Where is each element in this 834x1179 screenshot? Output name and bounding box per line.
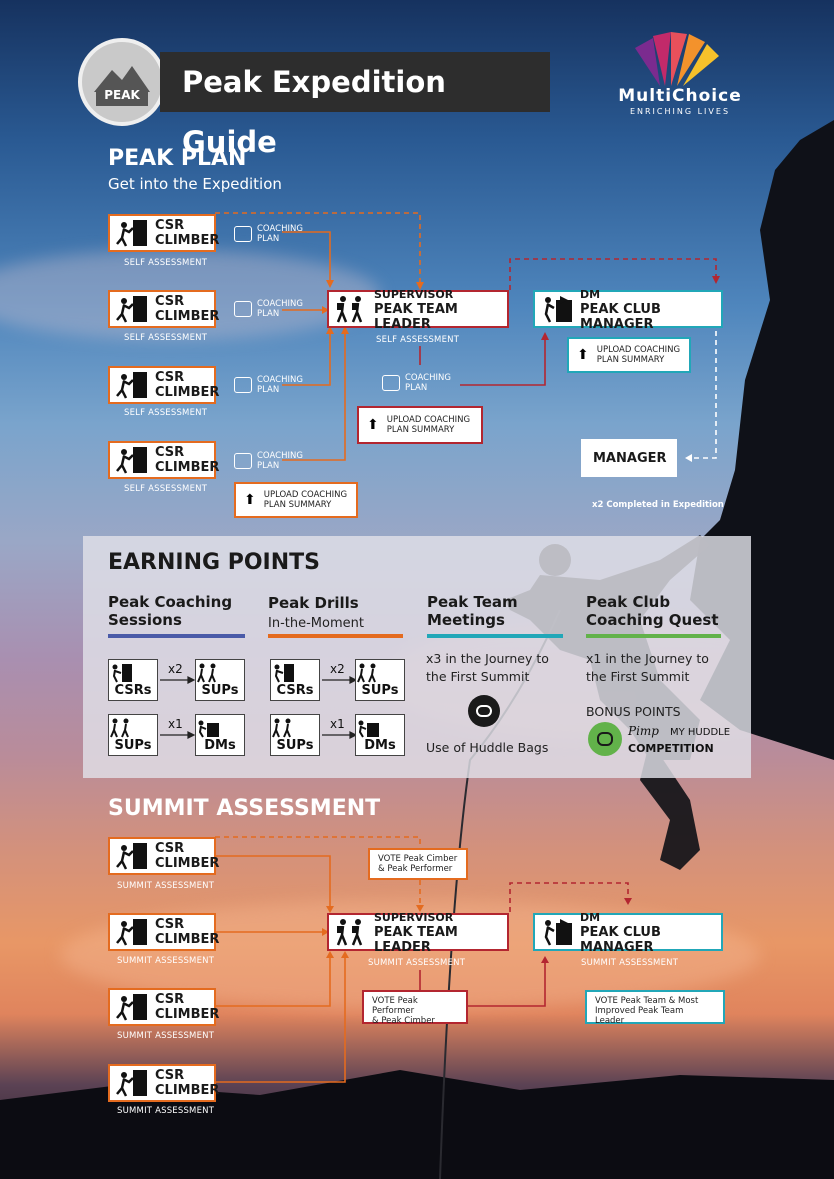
climber-icon bbox=[115, 917, 149, 947]
supervisor-line1: SUPERVISOR bbox=[374, 287, 454, 301]
climber-line2: CLIMBER bbox=[155, 856, 220, 871]
vote-dm-box bbox=[362, 990, 468, 1024]
climber-line1: CSR bbox=[155, 445, 185, 460]
summit-assessment-label: SUMMIT ASSESSMENT bbox=[117, 1106, 215, 1116]
supervisor-line2: PEAK TEAM LEADER bbox=[374, 301, 458, 332]
coaching-plan-text-1: COACHING bbox=[257, 375, 303, 385]
upload-arrow-icon: ⬆ bbox=[577, 347, 589, 363]
mini-label: DMs bbox=[204, 738, 236, 753]
upload-text-2: PLAN SUMMARY bbox=[596, 355, 665, 365]
dm-line1: DM bbox=[580, 287, 601, 301]
hikers-icon bbox=[334, 917, 368, 947]
col-coaching-h1: Peak Coaching bbox=[108, 593, 233, 611]
summit-dm-box[interactable] bbox=[533, 910, 723, 955]
supervisor-line2: PEAK TEAM LEADER bbox=[374, 924, 458, 955]
climber-flag-icon bbox=[540, 917, 574, 947]
quest-text-2: the First Summit bbox=[586, 669, 690, 684]
vote-final-text-1: VOTE Peak Team & Most bbox=[595, 996, 699, 1006]
climber-line2: CLIMBER bbox=[155, 385, 220, 400]
summit-climber-box-4[interactable] bbox=[108, 1064, 220, 1102]
mini-label: SUPs bbox=[361, 683, 399, 698]
climber-line1: CSR bbox=[155, 370, 185, 385]
competition-text: COMPETITION bbox=[628, 742, 714, 755]
upload-arrow-icon: ⬆ bbox=[367, 417, 379, 433]
coaching-plan-text-2: PLAN bbox=[257, 309, 280, 319]
coaching-plan-text-2: PLAN bbox=[257, 234, 280, 244]
climber-line1: CSR bbox=[155, 992, 185, 1007]
mini-label: SUPs bbox=[276, 738, 314, 753]
col-drills-h2: In-the-Moment bbox=[268, 616, 364, 631]
manager-box[interactable]: MANAGER bbox=[581, 439, 677, 477]
climber-line1: CSR bbox=[155, 218, 185, 233]
climber-line2: CLIMBER bbox=[155, 1083, 220, 1098]
coaching-plan-text-1: COACHING bbox=[257, 299, 303, 309]
dm-line2: PEAK CLUB MANAGER bbox=[580, 924, 661, 955]
meetings-text-1: x3 in the Journey to bbox=[426, 651, 549, 666]
climber-icon bbox=[115, 992, 149, 1022]
coaching-plan-text-2: PLAN bbox=[257, 385, 280, 395]
climber-line1: CSR bbox=[155, 841, 185, 856]
upload-text-1: UPLOAD COACHING bbox=[596, 345, 681, 355]
upload-text-2: PLAN SUMMARY bbox=[386, 425, 455, 435]
upload-text-1: UPLOAD COACHING bbox=[386, 415, 471, 425]
mini-label: SUPs bbox=[201, 683, 239, 698]
completed-note: x2 Completed in Expedition bbox=[592, 500, 724, 510]
supervisor-line1: SUPERVISOR bbox=[374, 910, 454, 924]
coaching-plan-text-2: PLAN bbox=[257, 461, 280, 471]
summit-supervisor-box[interactable] bbox=[327, 910, 509, 955]
summit-assessment-label: SUMMIT ASSESSMENT bbox=[117, 1031, 215, 1041]
col-meetings-h2: Meetings bbox=[427, 611, 505, 629]
coaching-plan-text-2: PLAN bbox=[405, 383, 428, 393]
summit-climber-box-2[interactable] bbox=[108, 913, 220, 951]
climber-line2: CLIMBER bbox=[155, 460, 220, 475]
summit-climber-box-3[interactable] bbox=[108, 988, 220, 1026]
climber-line2: CLIMBER bbox=[155, 932, 220, 947]
self-assessment-label: SELF ASSESSMENT bbox=[376, 335, 460, 345]
mini-label: SUPs bbox=[114, 738, 152, 753]
dm-line1: DM bbox=[580, 910, 601, 924]
pimp-text: Pimp bbox=[628, 724, 659, 738]
multiplier-x2: x2 bbox=[330, 662, 345, 676]
vote-dm-text-2: & Peak Cimber bbox=[372, 1016, 435, 1026]
col-quest-h2: Coaching Quest bbox=[586, 611, 719, 629]
upload-text-1: UPLOAD COACHING bbox=[263, 490, 348, 500]
dm-line2: PEAK CLUB MANAGER bbox=[580, 301, 661, 332]
mini-label: CSRs bbox=[114, 683, 152, 698]
peak-plan-subtitle: Get into the Expedition bbox=[108, 175, 282, 193]
upload-text-2: PLAN SUMMARY bbox=[263, 500, 332, 510]
meetings-text-2: the First Summit bbox=[426, 669, 530, 684]
coaching-plan-text-1: COACHING bbox=[257, 451, 303, 461]
my-huddle-text: MY HUDDLE bbox=[670, 727, 731, 738]
earning-points-title: EARNING POINTS bbox=[108, 550, 320, 575]
coaching-plan-text-1: COACHING bbox=[405, 373, 451, 383]
multiplier-x1: x1 bbox=[168, 717, 183, 731]
brand-tagline: ENRICHING LIVES bbox=[629, 107, 731, 116]
summit-climber-box-1[interactable] bbox=[108, 837, 220, 875]
vote-dm-text-1: VOTE Peak Performer bbox=[372, 996, 418, 1016]
self-assessment-label: SELF ASSESSMENT bbox=[124, 258, 208, 268]
vote-sup-text-2: & Peak Performer bbox=[378, 864, 453, 874]
summit-assessment-label: SUMMIT ASSESSMENT bbox=[368, 958, 466, 968]
climber-line2: CLIMBER bbox=[155, 309, 220, 324]
summit-assessment-label: SUMMIT ASSESSMENT bbox=[117, 956, 215, 966]
climber-line2: CLIMBER bbox=[155, 233, 220, 248]
vote-supervisor-box bbox=[368, 848, 468, 880]
vote-sup-text-1: VOTE Peak Cimber bbox=[378, 854, 458, 864]
self-assessment-label: SELF ASSESSMENT bbox=[124, 484, 208, 494]
self-assessment-label: SELF ASSESSMENT bbox=[124, 408, 208, 418]
col-drills-h1: Peak Drills bbox=[268, 594, 359, 612]
col-quest-h1: Peak Club bbox=[586, 593, 671, 611]
climber-line1: CSR bbox=[155, 1068, 185, 1083]
huddle-bags-text: Use of Huddle Bags bbox=[426, 740, 549, 755]
upload-arrow-icon: ⬆ bbox=[244, 492, 256, 508]
page-title: Peak Expedition Guide bbox=[160, 52, 550, 112]
summit-assessment-label: SUMMIT ASSESSMENT bbox=[581, 958, 679, 968]
badge-text: PEAK bbox=[104, 88, 140, 102]
brand-name: MultiChoice bbox=[618, 86, 742, 106]
col-meetings-h1: Peak Team bbox=[427, 593, 518, 611]
quest-text-1: x1 in the Journey to bbox=[586, 651, 709, 666]
bonus-points-label: BONUS POINTS bbox=[586, 704, 681, 719]
multiplier-x1: x1 bbox=[330, 717, 345, 731]
coaching-plan-text-1: COACHING bbox=[257, 224, 303, 234]
climber-line2: CLIMBER bbox=[155, 1007, 220, 1022]
self-assessment-label: SELF ASSESSMENT bbox=[124, 333, 208, 343]
climber-line1: CSR bbox=[155, 917, 185, 932]
mini-label: DMs bbox=[364, 738, 396, 753]
climber-line1: CSR bbox=[155, 294, 185, 309]
mini-label: CSRs bbox=[276, 683, 314, 698]
climber-icon bbox=[115, 1068, 149, 1098]
summit-assessment-label: SUMMIT ASSESSMENT bbox=[117, 881, 215, 891]
col-coaching-h2: Sessions bbox=[108, 611, 182, 629]
summit-title: SUMMIT ASSESSMENT bbox=[108, 796, 381, 821]
climber-icon bbox=[115, 841, 149, 871]
vote-final-text-2: Improved Peak Team Leader bbox=[595, 1006, 684, 1026]
multiplier-x2: x2 bbox=[168, 662, 183, 676]
vote-final-box bbox=[585, 990, 725, 1024]
peak-plan-title: PEAK PLAN bbox=[108, 146, 247, 171]
